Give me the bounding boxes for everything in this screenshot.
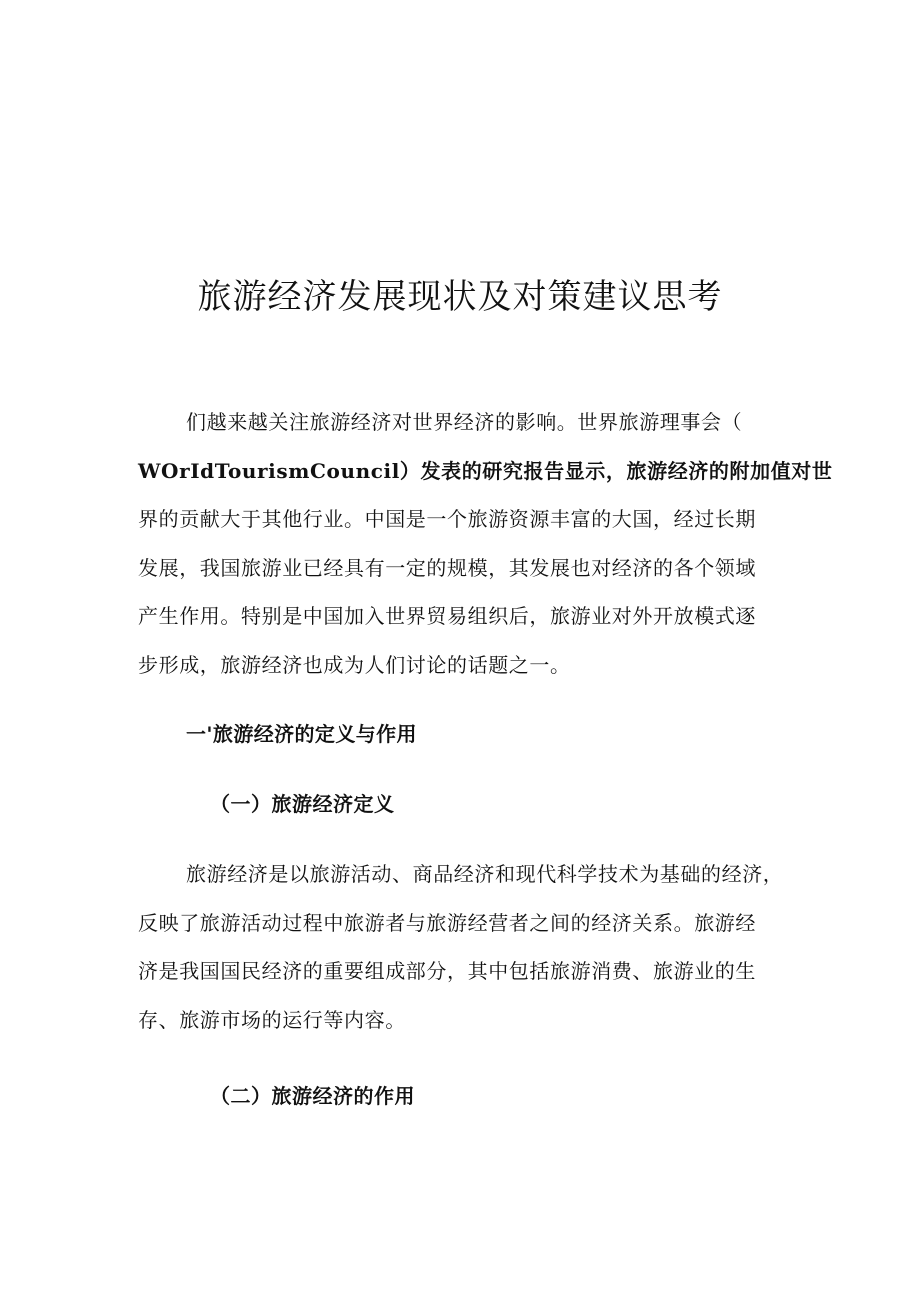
section-heading-1: 一'旅游经济的定义与作用 [186, 722, 417, 746]
subsection-heading-2: （二）旅游经济的作用 [210, 1084, 415, 1108]
intro-paragraph [138, 398, 833, 690]
definition-line: 存、旅游市场的运行等内容。 [138, 1007, 406, 1032]
definition-line: 旅游经济是以旅游活动、商品经济和现代科学技术为基础的经济， [186, 862, 784, 886]
intro-line-bold: WOrIdTourismCouncil）发表的研究报告显示，旅游经济的附加值对世 [138, 458, 833, 483]
definition-line: 济是我国国民经济的重要组成部分，其中包括旅游消费、旅游业的生 [138, 959, 756, 984]
intro-line [138, 447, 833, 496]
definition-paragraph [138, 850, 798, 1044]
document-title: 旅游经济发展现状及对策建议思考 [197, 277, 723, 317]
intro-line: 产生作用。特别是中国加入世界贸易组织后，旅游业对外开放模式逐 [138, 604, 756, 629]
intro-line: 界的贡献大于其他行业。中国是一个旅游资源丰富的大国，经过长期 [138, 507, 756, 532]
intro-line: 发展，我国旅游业已经具有一定的规模，其发展也对经济的各个领域 [138, 555, 756, 580]
definition-line: 反映了旅游活动过程中旅游者与旅游经营者之间的经济关系。旅游经 [138, 910, 756, 935]
intro-line: 们越来越关注旅游经济对世界经济的影响。世界旅游理事会（ [186, 410, 743, 434]
intro-line: 步形成，旅游经济也成为人们讨论的话题之一。 [138, 652, 571, 677]
subsection-heading-1: （一）旅游经济定义 [210, 792, 395, 816]
